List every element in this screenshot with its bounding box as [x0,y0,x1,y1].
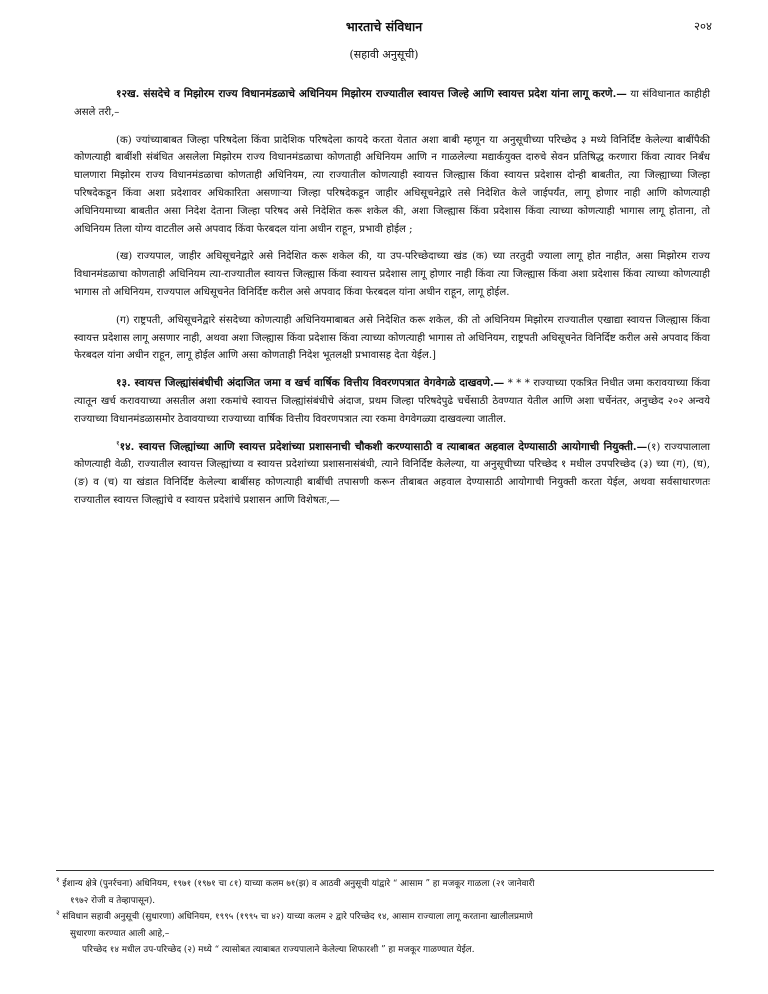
footnote-2 [56,909,712,926]
section-12b-clause-a: (क) ज्यांच्याबाबत जिल्हा परिषदेला किंवा प्रादेशिक परिषदेला कायदे करता येतात अशा बाबी म्हणून या अनुसूचीच्या परिच्छेद ३ मध्ये विनिर्दिष्ट केलेल्या बाबींपैकी कोणत्याही बाबींशी संबंधित असलेला मिझोरम राज्य विधानमंडळाचा कोणताही अधिनियम आणि न गाळलेल्या मद्यार्कयुक्त दारुचे सेवन प्रतिषिद्ध करणारा किंवा त्यावर निर्बंध घालणारा मिझोरम राज्य विधानमंडळाचा कोणताही अधिनियम, त्या राज्यातील कोणत्याही स्वायत्त जिल्ह्यास किंवा स्वायत्त प्रदेशास दोन्ही बाबतीत, त्या जिल्ह्याच्या जिल्हा परिषदेकडून किंवा अशा प्रदेशावर अधिकारिता असणाऱ्या जिल्हा परिषदेकडून जाहीर अधिसूचनेद्वारे तसे निदेशित केले जाईपर्यंत, लागू होणार नाही आणि कोणत्याही अधिनियमाच्या बाबतीत असा निदेश देताना जिल्हा परिषद असे निदेशित करू शकेल की, अशा जिल्ह्यास किंवा प्रदेशास किंवा त्याच्या कोणत्याही भागास लागू होताना, तो अधिनियम तिला योग्य वाटतील असे अपवाद किंवा फेरबदल यांना अधीन राहून, प्रभावी होईल ; [74,134,710,235]
section-13-paragraph [74,375,710,428]
section-13-text: राज्याच्या एकत्रित निधीत जमा करावयाच्या किंवा त्यातून खर्च करावयाच्या असतील अशा रकमांचे स्वायत्त जिल्ह्यांसंबंधीचे अंदाज, प्रथम जिल्हा परिषदेपुढे चर्चेसाठी ठेवण्यात येतील आणि अशा चर्चेनंतर, अनुच्छेद २०२ अन्वये राज्याच्या विधानमंडळासमोर ठेवावयाच्या राज्याच्या वार्षिक वित्तीय विवरणपत्रात त्या रकमा वेगवेगळ्या दाखवल्या जातील. [74,378,710,425]
page-title: भारताचे संविधान [345,19,423,34]
section-14-paragraph [74,439,710,510]
schedule-subtitle: (सहावी अनुसूची) [349,48,419,61]
section-12b-clause-b: (ख) राज्यपाल, जाहीर अधिसूचनेद्वारे असे निदेशित करू शकेल की, या उप-परिच्छेदाच्या खंड (क) च्या तरतुदी ज्याला लागू होत नाहीत, असा मिझोरम राज्य विधानमंडळाचा कोणताही अधिनियम त्या-राज्यातील स्वायत्त जिल्ह्यास किंवा स्वायत्त प्रदेशास लागू होणार नाही किंवा त्या जिल्ह्यास किंवा अशा प्रदेशास किंवा त्याच्या कोणत्याही भागास तो अधिनियम, राज्यपाल अधिसूचनेत विनिर्दिष्ट करील असे अपवाद किंवा फेरबदल यांना अधीन राहून, लागू होईल. [74,251,710,298]
footnotes [56,876,712,959]
section-14-heading: १४. स्वायत्त जिल्ह्यांच्या आणि स्वायत्त प्रदेशांच्या प्रशासनाची चौकशी करण्यासाठी व त्याबाबत अहवाल देण्यासाठी आयोगाची नियुक्ती.— [119,440,648,453]
section-14-footnote-ref: १ [116,439,120,448]
page-number: २०४ [694,19,712,33]
section-12b-intro: या संविधानात काहीही असले तरी,– [74,89,710,118]
footnote-1-continued: १९७२ रोजी व तेव्हापासून). [70,895,156,906]
section-13-omission-stars: * * * [504,378,534,390]
footnote-2-mark: २ [56,909,60,918]
footnote-2-amendment: परिच्छेद १४ मधील उप-परिच्छेद (२) मध्ये “ त्यासोबत त्याबाबत राज्यपालाने केलेल्या शिफारशी ” हा मजकूर गाळण्यात येईल. [82,945,475,955]
section-13-heading: १३. स्वायत्त जिल्ह्यांसंबंधीची अंदाजित जमा व खर्च वार्षिक वित्तीय विवरणपत्रात वेगवेगळे दाखवणे.— [116,377,505,390]
section-14-text: (१) राज्यपालाला कोणत्याही वेळी, राज्यातील स्वायत्त जिल्ह्यांच्या व स्वायत्त प्रदेशांच्या प्रशासनासंबंधी, त्याने विनिर्दिष्ट केलेल्या, या अनुसूचीच्या परिच्छेद १ मधील उपपरिच्छेद (३) च्या (ग), (घ), (ङ) व (च) या खंडात विनिर्दिष्ट केलेल्या बाबींसह कोणत्याही बाबींची तपासणी करून तीबाबत अहवाल देण्यासाठी आयोगाची नियुक्ती करता येईल, अथवा सर्वसाधारणतः राज्यातील स्वायत्त जिल्ह्यांचे व स्वायत्त प्रदेशांचे प्रशासन आणि विशेषतः,— [74,441,710,506]
document-body [74,86,710,520]
footnote-divider [56,870,714,871]
footnote-1 [56,876,712,893]
footnote-2-continued: सुधारणा करण्यात आली आहे,– [70,928,170,939]
footnote-2-text: संविधान सहावी अनुसूची (सुधारणा) अधिनियम, १९९५ (१९९५ चा ४२) याच्या कलम २ द्वारे परिच्छेद १४, आसाम राज्याला लागू करताना खालीलप्रमाणे [59,912,533,922]
section-12b-heading: १२ख. संसदेचे व मिझोरम राज्य विधानमंडळाचे अधिनियम मिझोरम राज्यातील स्वायत्त जिल्हे आणि स्वायत्त प्रदेश यांना लागू करणे.— [116,88,627,100]
footnote-1-text: ईशान्य क्षेत्रे (पुनर्रचना) अधिनियम, १९७१ (१९७१ चा ८१) याच्या कलम ७१(झ) व आठवी अनुसूची यांद्वारे “ आसाम ” हा मजकूर गाळला (२१ जानेवारी [59,879,535,889]
footnote-1-mark: १ [56,876,60,885]
section-12b-clause-c: (ग) राष्ट्रपती, अधिसूचनेद्वारे संसदेच्या कोणत्याही अधिनियमाबाबत असे निदेशित करू शकेल, की तो अधिनियम मिझोरम राज्यातील एखाद्या स्वायत्त जिल्ह्यास किंवा स्वायत्त प्रदेशास लागू असणार नाही, अथवा अशा जिल्ह्यास किंवा प्रदेशास किंवा त्याच्या कोणत्याही भागास तो अधिनियम, राष्ट्रपती अधिसूचनेत विनिर्दिष्ट करील असे अपवाद किंवा फेरबदल यांना अधीन राहून, लागू होईल आणि असा कोणताही निदेश भूतलक्षी प्रभावासह देता येईल.] [74,314,710,362]
section-12b-heading-paragraph [74,86,710,122]
